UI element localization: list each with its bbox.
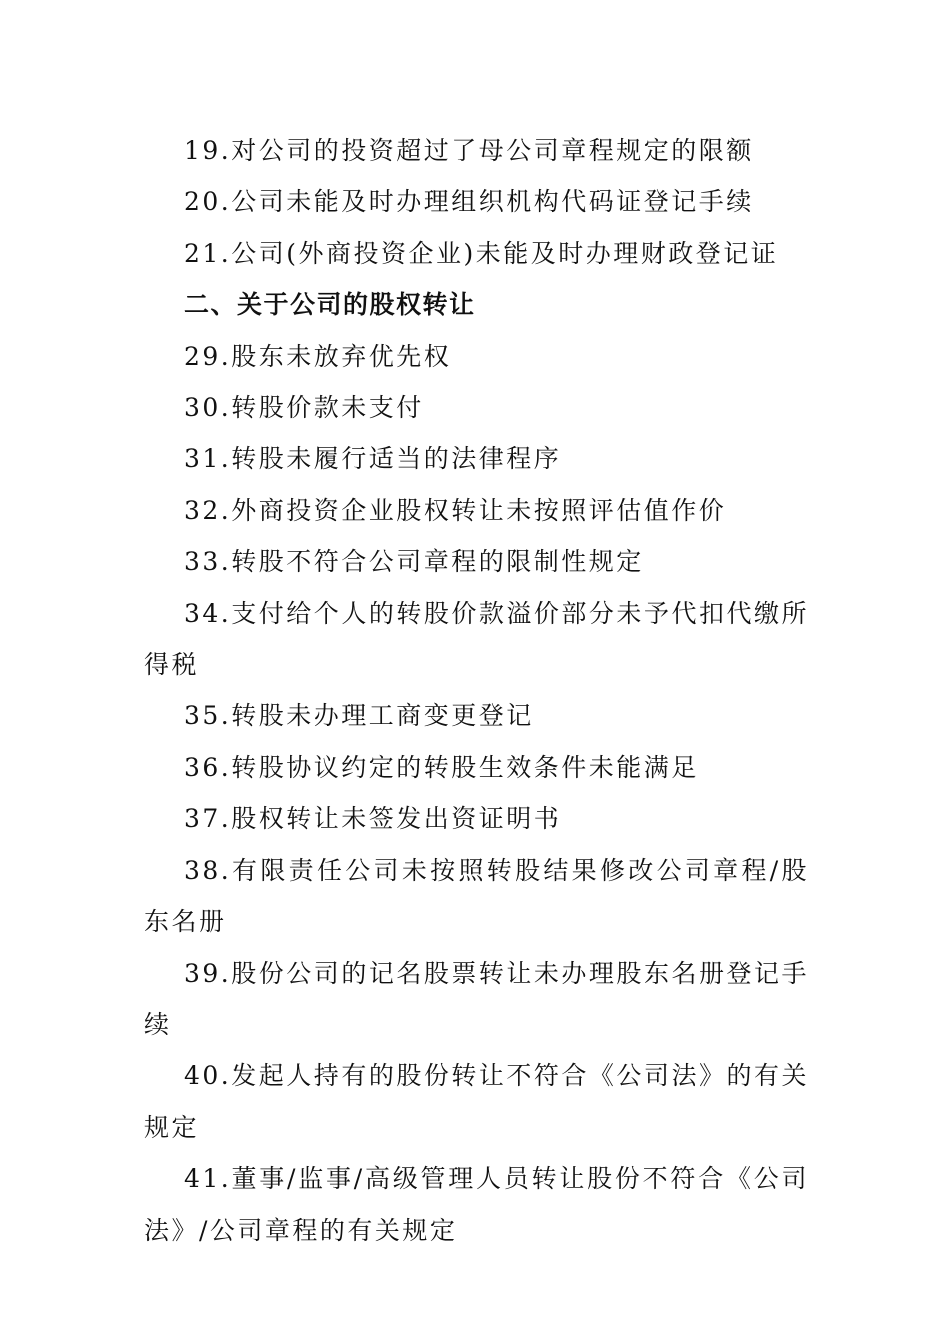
- section-heading: 二、关于公司的股权转让: [184, 290, 476, 320]
- list-item-38: 38.有限责任公司未按照转股结果修改公司章程/股东名册: [144, 855, 809, 937]
- list-item-40: 40.发起人持有的股份转让不符合《公司法》的有关规定: [144, 1061, 809, 1142]
- list-item-37: 37.股权转让未签发出资证明书: [184, 804, 562, 834]
- list-item-20: 20.公司未能及时办理组织机构代码证登记手续: [184, 187, 754, 217]
- list-item-34: 34.支付给个人的转股价款溢价部分未予代扣代缴所得税: [144, 598, 809, 680]
- list-item-19: 19.对公司的投资超过了母公司章程规定的限额: [184, 136, 754, 165]
- list-item-41: 41.董事/监事/高级管理人员转让股份不符合《公司法》/公司章程的有关规定: [144, 1164, 809, 1245]
- list-item-30: 30.转股价款未支付: [184, 393, 424, 423]
- list-item-36: 36.转股协议约定的转股生效条件未能满足: [184, 752, 699, 782]
- document-body: [144, 125, 809, 1256]
- list-item-21: 21.公司(外商投资企业)未能及时办理财政登记证: [184, 238, 779, 268]
- list-item-29: 29.股东未放弃优先权: [184, 341, 452, 371]
- list-item-39: 39.股份公司的记名股票转让未办理股东名册登记手续: [144, 958, 809, 1039]
- list-item-31: 31.转股未履行适当的法律程序: [184, 444, 562, 474]
- list-item-33: 33.转股不符合公司章程的限制性规定: [184, 547, 644, 577]
- list-item-35: 35.转股未办理工商变更登记: [184, 701, 534, 731]
- list-item-32: 32.外商投资企业股权转让未按照评估值作价: [184, 495, 727, 525]
